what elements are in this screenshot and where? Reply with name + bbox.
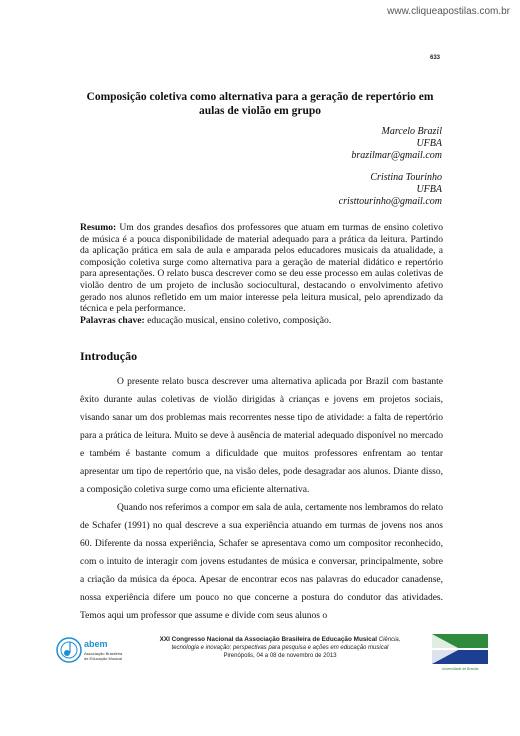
section-body	[80, 373, 443, 625]
unb-logo	[428, 632, 492, 672]
author-name: Cristina Tourinho	[370, 172, 442, 183]
footer-congress-info	[135, 636, 425, 660]
paper-title: Composição coletiva como alternativa para a geração de repertório em aulas de violão em grupo	[86, 91, 434, 117]
page-number: 633	[429, 55, 440, 61]
author-email: cristtourinho@gmail.com	[338, 196, 442, 207]
congress-theme: tecnologia e inovação: perspectivas para pesquisa e ações em educação musical	[171, 645, 389, 651]
congress-theme-prefix: Ciência,	[378, 637, 401, 643]
abstract	[80, 222, 443, 315]
author-affiliation: UFBA	[416, 184, 442, 195]
keywords-label: Palavras chave:	[80, 315, 145, 326]
author-name: Marcelo Brazil	[381, 126, 442, 137]
abem-logo-text: abem	[84, 639, 108, 649]
keywords	[80, 315, 443, 327]
abem-logo	[55, 634, 125, 668]
author-affiliation: UFBA	[416, 138, 442, 149]
keywords-text: educação musical, ensino coletivo, composição.	[147, 315, 332, 326]
abem-logo-sub2: de Educação Musical	[84, 656, 123, 661]
paragraph: O presente relato busca descrever uma alternativa aplicada por Brazil com bastante êxito durante aulas coletivas de violão dirigidas à crianças e jovens em projetos sociais, visando sanar um dos problemas mais recorrentes nesse tipo de atividade: a falta de repertório para a prática de leitura. Muito se deve à ausência de material adequado disponível no mercado e também é bastante comum a dificuldade que muitos professores enfrentam ao tentar apresentar um tipo de repertório que, na visão deles, pode desagradar aos alunos. Diante disso, a composição coletiva surge como uma eficiente alternativa.	[80, 377, 443, 495]
watermark-url: www.cliqueapostilas.com.br	[387, 6, 510, 17]
author-email: brazilmar@gmail.com	[351, 150, 442, 161]
author-block	[339, 172, 442, 208]
congress-name: XXI Congresso Nacional da Associação Brasileira de Educação Musical	[159, 636, 378, 643]
congress-location: Pirenópolis, 04 a 08 de novembro de 2013	[223, 653, 337, 659]
paragraph: Quando nos referimos a compor em sala de aula, certamente nos lembramos do relato de Schafer (1991) no qual descreve a sua experiência atuando em turmas de jovens nos anos 60. Diferente da nossa experiência, Schafer se apresentava como um compositor reconhecido, com o intuito de interagir com jovens estudantes de música e conversar, principalmente, sobre a criação da música da época. Apesar de encontrar ecos nas palavras do educador canadense, nossa experiência difere um pouco no que concerne a postura do condutor das atividades. Temos aqui um professor que assume e divide com seus alunos o	[80, 503, 443, 621]
section-title: Introdução	[80, 349, 138, 363]
abstract-label: Resumo:	[80, 222, 117, 233]
abem-logo-sub1: Associação Brasileira	[84, 651, 123, 656]
unb-logo-text: Universidade de Brasília	[441, 667, 479, 671]
abstract-text: Um dos grandes desafios dos professores que atuam em turmas de ensino coletivo de música é a pouca disponibilidade de material adequado para a prática da leitura. Partindo da aplicação prática em sala de aula e amparada pelos educadores musicais da atualidade, a composição coletiva surge como alternativa para a geração de material didático e repertório para apresentações. O relato busca descrever como se deu esse processo em aulas coletivas de violão dentro de um projeto de inclusão sociocultural, destacando o envolvimento afetivo gerado nos alunos refletido em um maior interesse pela leitura musical, pelo aprendizado da técnica e pela performance.	[80, 222, 443, 315]
footer	[55, 634, 495, 674]
author-block	[351, 126, 442, 162]
